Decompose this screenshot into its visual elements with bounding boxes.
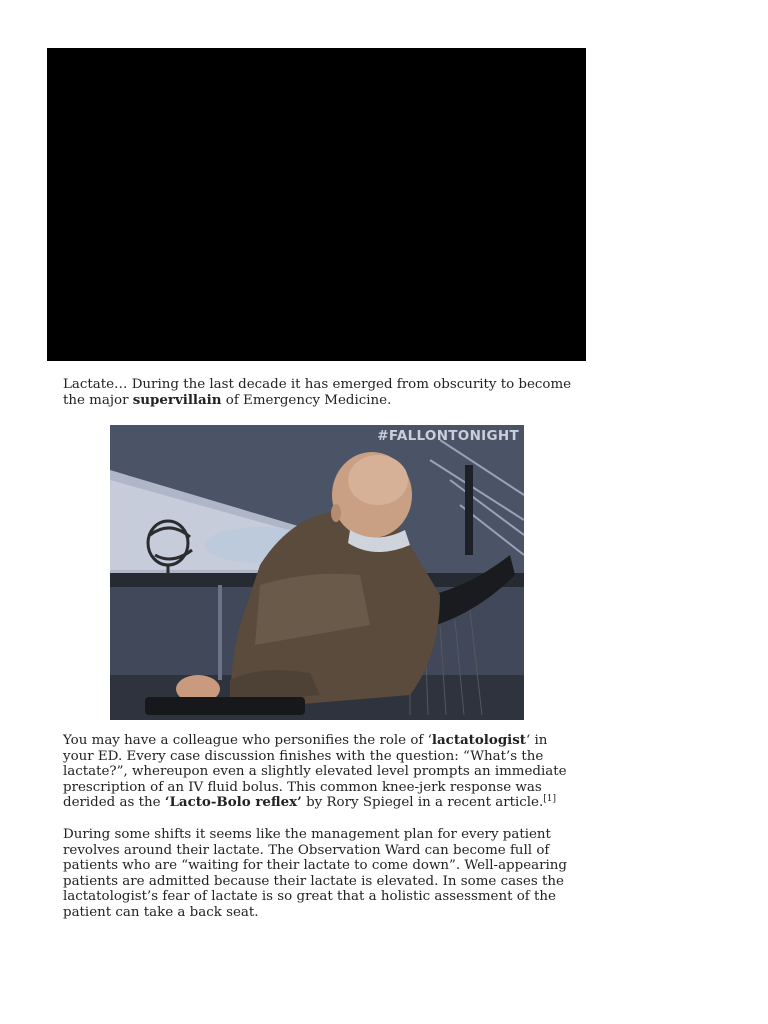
para2-text-3: by Rory Spiegel in a recent article. xyxy=(301,795,544,811)
video-player[interactable] xyxy=(47,48,586,361)
management-paragraph xyxy=(63,827,573,921)
reference-link-1[interactable]: [1] xyxy=(543,794,556,805)
gif-watermark: #FALLONTONIGHT xyxy=(377,428,519,444)
intro-text-after: of Emergency Medicine. xyxy=(221,392,392,408)
lactatologist-paragraph xyxy=(63,733,573,811)
intro-text-before: Lactate… During the last decade it has emerged from obscurity to become the major xyxy=(63,377,572,408)
gif-illustration xyxy=(110,425,524,720)
para2-text-1: You may have a colleague who personifies the role of ‘ xyxy=(63,733,432,748)
intro-paragraph xyxy=(63,377,573,408)
para2-bold-lacto-bolo: ‘Lacto-Bolo reflex’ xyxy=(164,794,302,811)
para3-text: During some shifts it seems like the management plan for every patient revolves around their lactate. The Observation Ward can become full of patients who are “waiting for their lactate to come down”. Well-appearing patients are admitted because their lactate is elevated. In some cases the lactatologist’s fear of lactate is so great that a holistic assessment of the patient can take a back seat. xyxy=(63,827,567,920)
para2-bold-lactatologist: lactatologist xyxy=(431,732,526,748)
para2-text-2: ‘ in your ED. Every case discussion finishes with the question: “What’s the lactate?”, whereupon even a slightly elevated level prompts an immediate prescription of an IV fluid bolus. This common knee-jerk response was derided as the xyxy=(63,733,567,811)
animated-gif-image xyxy=(110,425,524,720)
intro-bold-supervillain: supervillain xyxy=(132,391,222,408)
